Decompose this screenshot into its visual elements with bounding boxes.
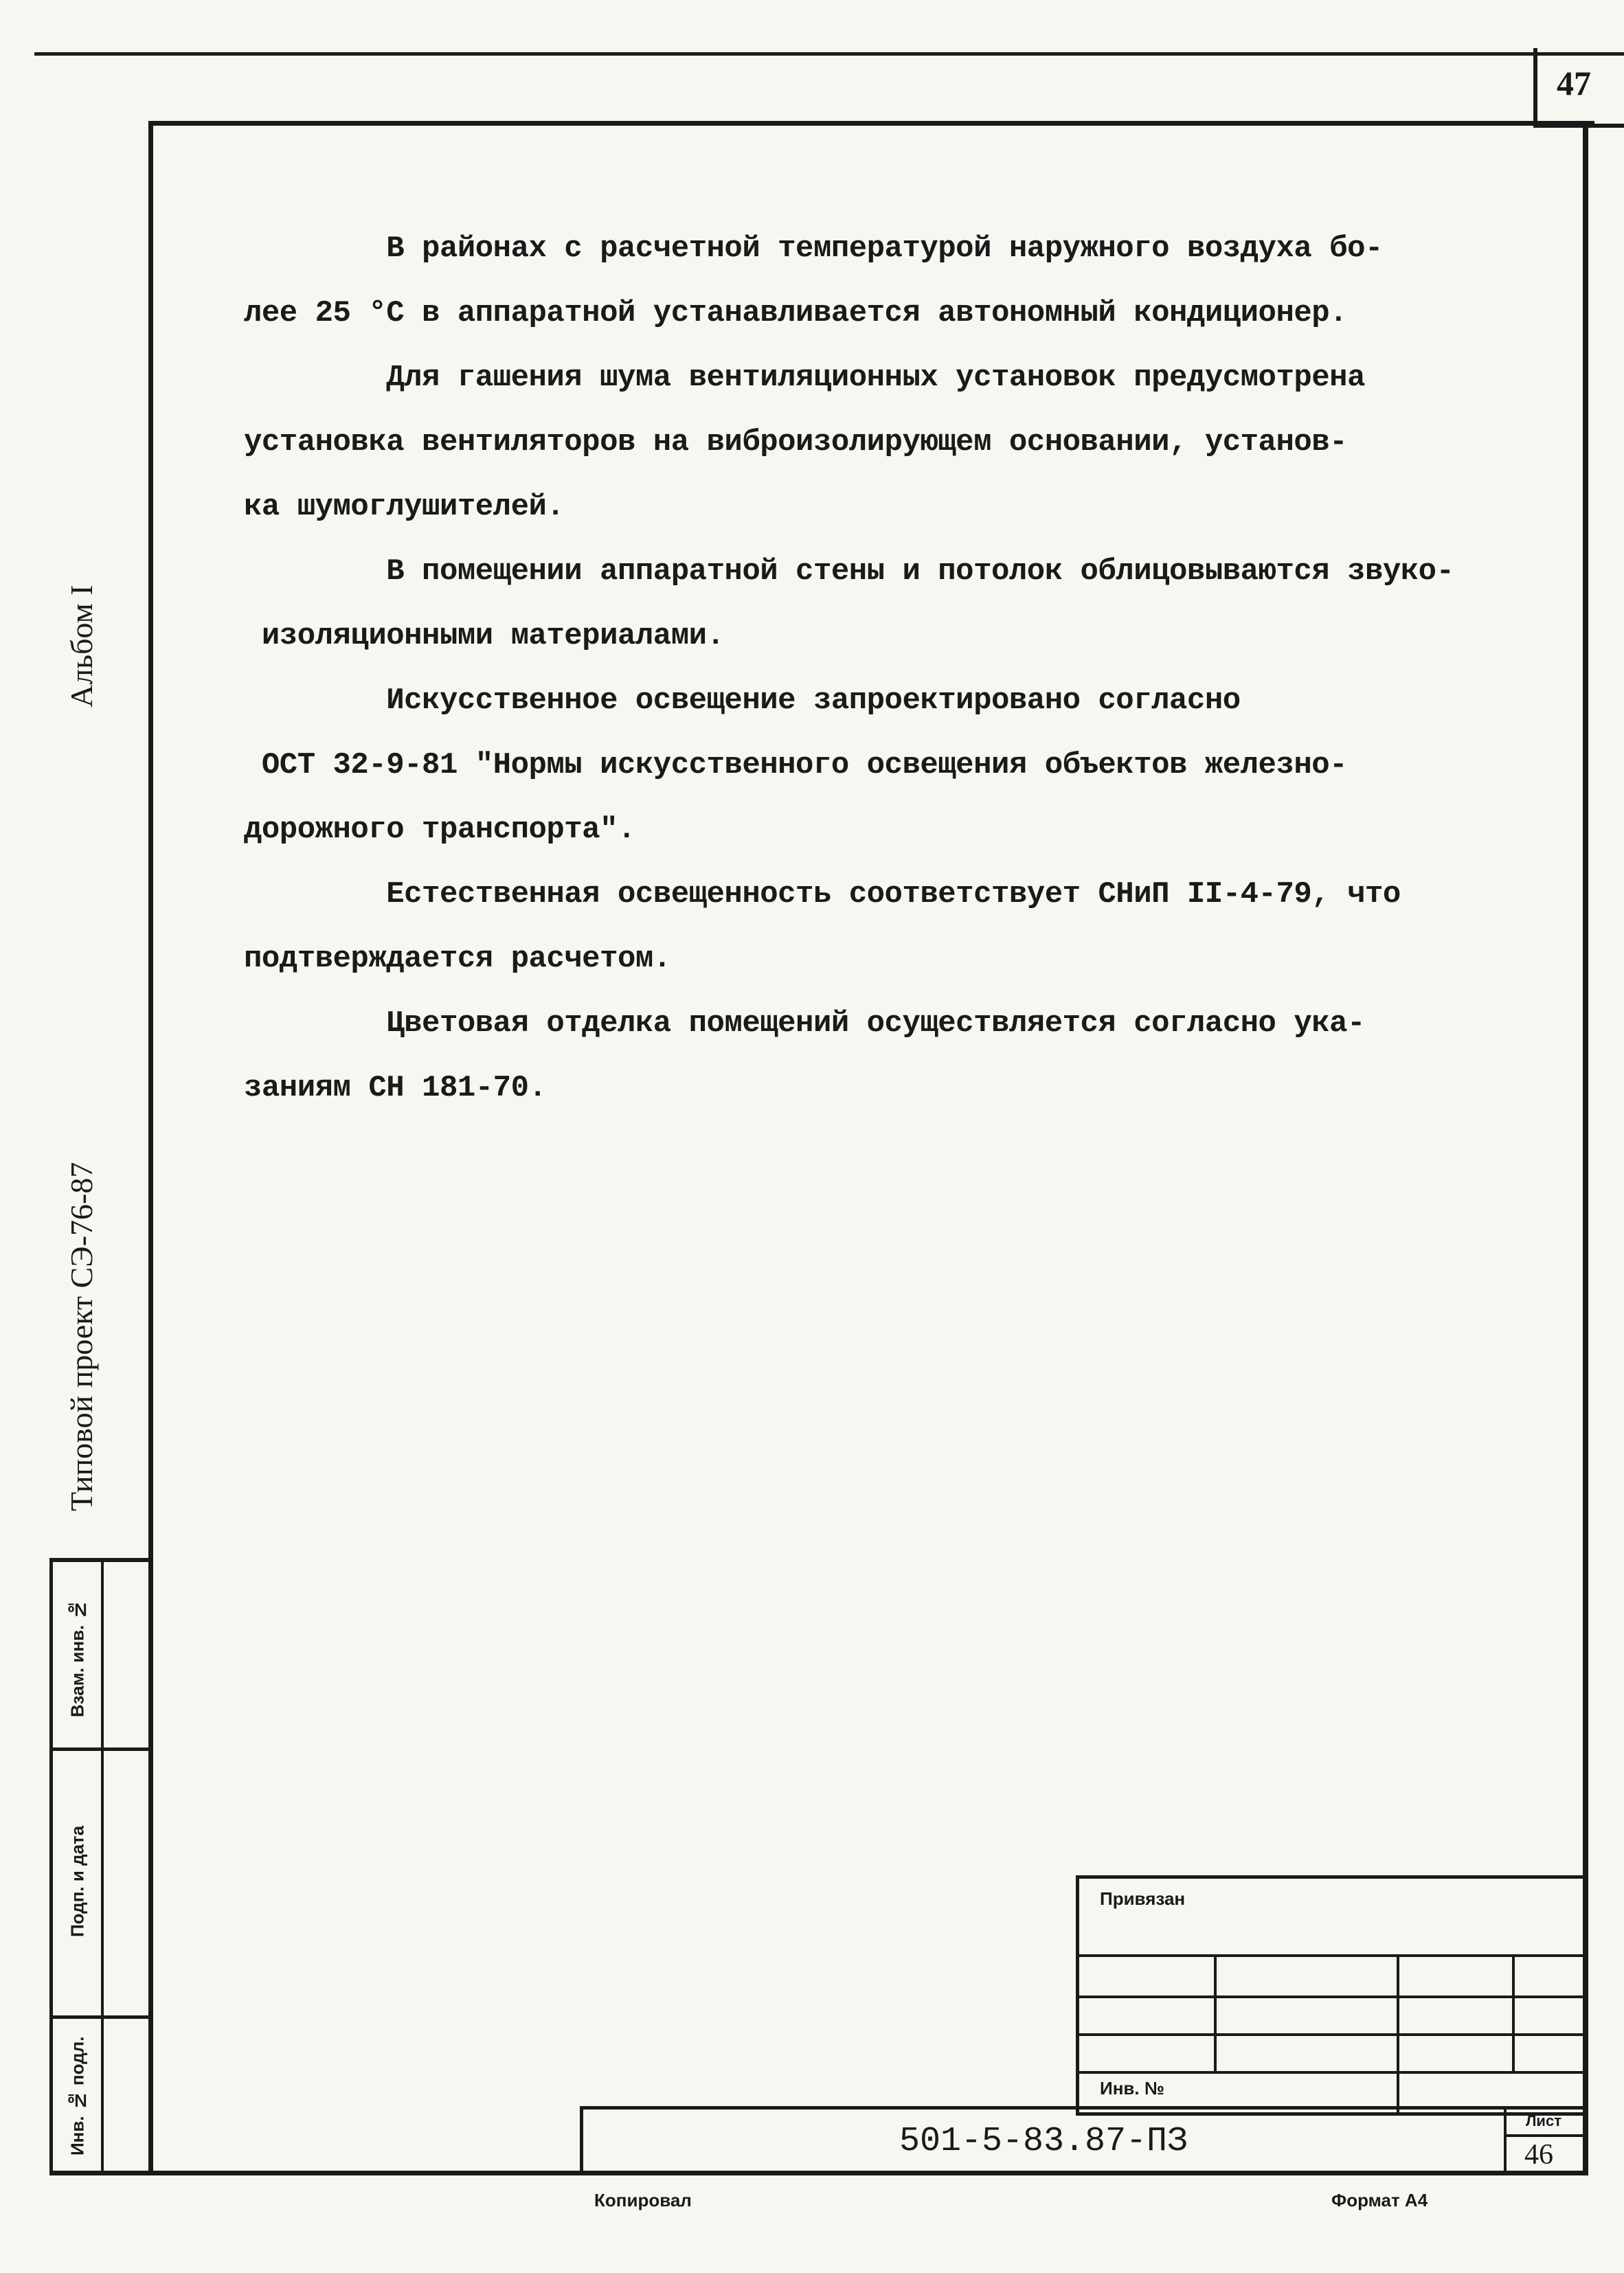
sheet-number: 46 xyxy=(1524,2139,1553,2171)
text-line: В помещении аппаратной стены и потолок облицовываются звуко- xyxy=(244,554,1454,589)
text-line: ка шумоглушителей. xyxy=(244,490,565,524)
frame-right-border xyxy=(1583,121,1588,2175)
document-code-box xyxy=(580,2106,1586,2174)
inv-orig-label: Инв. № подл. xyxy=(67,2036,88,2156)
text-line: В районах с расчетной температурой наружного воздуха бо- xyxy=(244,231,1383,266)
text-line: Искусственное освещение запроектировано согласно xyxy=(244,683,1241,718)
binding-label: Привязан xyxy=(1100,1888,1186,1909)
text-line: ОСТ 32-9-81 "Нормы искусственного освещения объектов железно- xyxy=(244,748,1348,782)
text-line: Для гашения шума вентиляционных установок предусмотрена xyxy=(244,361,1365,395)
sign-date-label: Подп. и дата xyxy=(67,1825,88,1938)
stub-divider xyxy=(101,1562,104,2175)
body-text xyxy=(244,216,1563,1120)
format-label: Формат А4 xyxy=(1331,2190,1428,2210)
text-line: изоляционными материалами. xyxy=(244,619,725,653)
text-line: заниям СН 181-70. xyxy=(244,1071,547,1105)
sheet-line xyxy=(1504,2134,1586,2137)
text-line: Цветовая отделка помещений осуществляется согласно ука- xyxy=(244,1006,1365,1041)
table-line xyxy=(1079,2071,1586,2074)
inv-no-label: Инв. № xyxy=(1100,2078,1164,2099)
text-line: дорожного транспорта". xyxy=(244,813,635,847)
sheet-divider xyxy=(1504,2110,1507,2174)
table-col-line xyxy=(1397,1954,1399,2112)
stub-row-line xyxy=(53,2015,152,2019)
text-line: подтверждается расчетом. xyxy=(244,942,671,976)
inventory-stub xyxy=(49,1558,152,2175)
top-border-line xyxy=(34,52,1624,56)
text-line: Естественная освещенность соответствует СНиП II-4-79, что xyxy=(244,877,1401,912)
text-line: установка вентиляторов на виброизолирующем основании, установ- xyxy=(244,425,1348,460)
table-line xyxy=(1079,2033,1586,2036)
page-number-box xyxy=(1533,48,1624,128)
sheet-label: Лист xyxy=(1526,2112,1561,2129)
album-label: Альбом I xyxy=(64,585,99,708)
table-line xyxy=(1079,1995,1586,1998)
text-line: лее 25 °С в аппаратной устанавливается автономный кондиционер. xyxy=(244,296,1348,330)
copied-label: Копировал xyxy=(594,2190,692,2210)
table-line xyxy=(1079,1954,1586,1957)
table-col-line xyxy=(1512,1954,1515,2071)
table-col-line xyxy=(1214,1954,1217,2071)
stub-row-line xyxy=(53,1748,152,1751)
page-number-top: 47 xyxy=(1557,64,1591,102)
document-code: 501-5-83.87-ПЗ xyxy=(899,2122,1188,2161)
project-label: Типовой проект СЭ-76-87 xyxy=(64,1162,99,1511)
inv-sub-label: Взам. инв. № xyxy=(67,1599,88,1717)
binding-table xyxy=(1076,1875,1586,2116)
